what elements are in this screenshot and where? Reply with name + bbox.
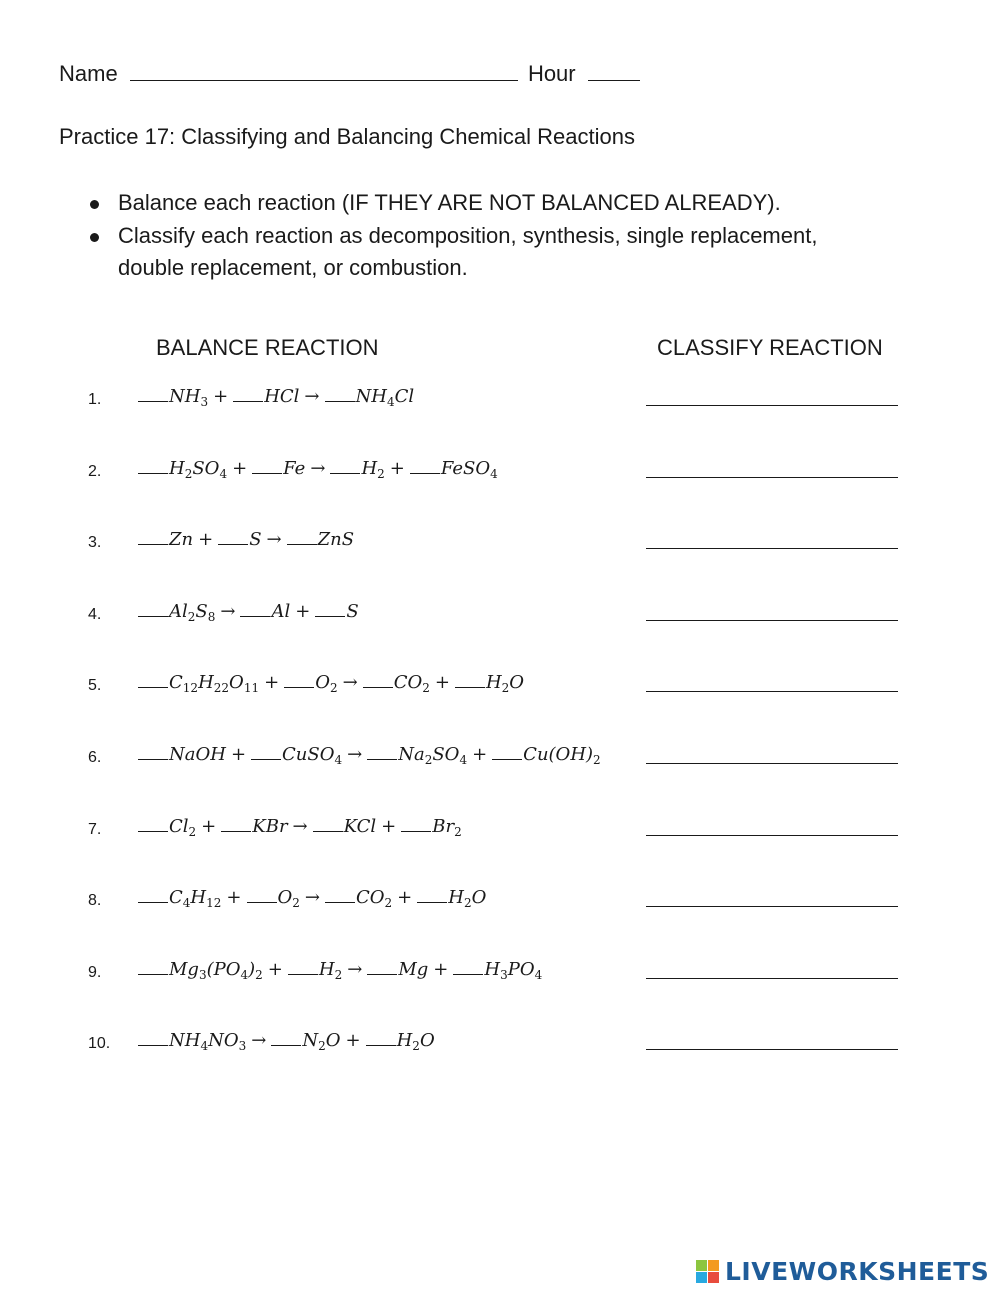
formula-text: N [302, 1030, 319, 1051]
formula-subscript: 2 [501, 681, 510, 695]
reaction-row [0, 1027, 1000, 1063]
reaction-row [0, 598, 1000, 634]
reaction-number: 10. [88, 1035, 111, 1052]
reaction-number: 8. [88, 892, 102, 909]
formula-text: ) [248, 959, 256, 980]
formula-text: (PO [206, 959, 241, 980]
formula-text: H [198, 672, 214, 693]
reaction-row [0, 526, 1000, 562]
formula-subscript: 2 [184, 467, 193, 481]
formula-text: Mg [398, 959, 429, 980]
formula-subscript: 2 [377, 467, 385, 481]
coefficient-blank[interactable] [367, 958, 397, 975]
formula-text: SO [192, 458, 220, 479]
arrow-symbol: → [304, 887, 320, 908]
formula-subscript: 2 [384, 896, 393, 910]
liveworksheets-logo [696, 1255, 989, 1287]
formula-text: Cl [394, 386, 415, 407]
formula-subscript: 4 [334, 753, 343, 767]
formula-subscript: 22 [213, 681, 230, 695]
classify-answer-field[interactable] [646, 620, 898, 621]
formula-text: Zn [169, 529, 194, 550]
plus-symbol: + [433, 959, 449, 980]
coefficient-blank[interactable] [284, 671, 314, 688]
reaction-equation [138, 743, 601, 765]
arrow-symbol: → [292, 816, 308, 837]
arrow-symbol: → [310, 458, 326, 479]
coefficient-blank[interactable] [233, 385, 263, 402]
formula-subscript: 3 [500, 968, 508, 982]
formula-subscript: 4 [386, 395, 395, 409]
formula-text: H [448, 887, 464, 908]
arrow-symbol: → [220, 601, 236, 622]
formula-text: O [277, 887, 293, 908]
coefficient-blank[interactable] [492, 743, 522, 760]
formula-text: ZnS [317, 529, 355, 550]
classify-answer-field[interactable] [646, 1049, 898, 1050]
formula-text: Mg [169, 959, 199, 980]
formula-subscript: 2 [334, 968, 343, 982]
reaction-equation [138, 385, 414, 407]
arrow-symbol: → [342, 672, 358, 693]
formula-subscript: 4 [219, 467, 228, 481]
formula-subscript: 2 [463, 896, 472, 910]
formula-text: NO [208, 1030, 239, 1051]
formula-text: NaOH [169, 744, 226, 765]
coefficient-blank[interactable] [455, 671, 485, 688]
coefficient-blank[interactable] [247, 886, 277, 903]
coefficient-blank[interactable] [288, 958, 318, 975]
formula-text: O [315, 672, 330, 693]
name-field[interactable] [130, 62, 518, 81]
coefficient-blank[interactable] [287, 528, 317, 545]
coefficient-blank[interactable] [401, 815, 431, 832]
classify-column-header: CLASSIFY REACTION [657, 335, 883, 360]
coefficient-blank[interactable] [138, 815, 168, 832]
plus-symbol: + [472, 744, 488, 765]
reaction-number: 7. [88, 821, 102, 838]
coefficient-blank[interactable] [138, 743, 168, 760]
logo-mark-icon [696, 1260, 719, 1283]
coefficient-blank[interactable] [453, 958, 483, 975]
formula-subscript: 8 [207, 610, 216, 624]
coefficient-blank[interactable] [325, 886, 355, 903]
instruction-item: Classify each reaction as decomposition, synthesis, single replacement, double replacement, or combustion. [88, 220, 888, 285]
reaction-equation [138, 1029, 435, 1051]
bullet-icon [90, 200, 99, 209]
reaction-row [0, 383, 1000, 419]
reaction-row [0, 455, 1000, 491]
plus-symbol: + [201, 816, 217, 837]
arrow-symbol: → [266, 529, 282, 550]
logo-text: LIVEWORKSHEETS [725, 1256, 990, 1286]
formula-subscript: 12 [206, 896, 222, 910]
arrow-symbol: → [304, 386, 320, 407]
formula-text: KCl [343, 816, 377, 837]
reaction-equation [138, 671, 524, 693]
name-hour-line [59, 61, 640, 87]
formula-text: O [509, 672, 525, 693]
coefficient-blank[interactable] [240, 600, 270, 617]
formula-text: H [190, 887, 207, 908]
classify-answer-field[interactable] [646, 548, 898, 549]
coefficient-blank[interactable] [138, 886, 168, 903]
reaction-number: 4. [88, 606, 102, 623]
plus-symbol: + [267, 959, 283, 980]
formula-subscript: 11 [243, 681, 260, 695]
name-label: Name [59, 61, 118, 86]
hour-label: Hour [527, 61, 576, 86]
coefficient-blank[interactable] [138, 457, 168, 474]
formula-text: Al [271, 601, 291, 622]
reaction-number: 9. [88, 964, 102, 981]
formula-text: Br [432, 816, 455, 837]
plus-symbol: + [232, 458, 248, 479]
formula-subscript: 3 [200, 395, 209, 409]
formula-subscript: 4 [534, 968, 543, 982]
formula-text: H [318, 959, 335, 980]
formula-text: NH [355, 386, 387, 407]
bullet-icon [90, 233, 99, 242]
reaction-equation [138, 886, 486, 908]
formula-text: O [471, 887, 487, 908]
formula-text: S [195, 601, 208, 622]
plus-symbol: + [345, 1030, 361, 1051]
plus-symbol: + [434, 672, 450, 693]
formula-subscript: 4 [490, 467, 498, 481]
coefficient-blank[interactable] [138, 528, 168, 545]
coefficient-blank[interactable] [325, 385, 355, 402]
arrow-symbol: → [347, 744, 363, 765]
formula-subscript: 2 [593, 753, 601, 767]
coefficient-blank[interactable] [367, 743, 397, 760]
reaction-row [0, 813, 1000, 849]
coefficient-blank[interactable] [363, 671, 393, 688]
coefficient-blank[interactable] [417, 886, 447, 903]
formula-subscript: 2 [255, 968, 263, 982]
plus-symbol: + [264, 672, 280, 693]
formula-subscript: 2 [188, 825, 197, 839]
reaction-equation [138, 457, 498, 479]
formula-text: FeSO [440, 458, 491, 479]
formula-text: CO [356, 887, 385, 908]
classify-answer-field[interactable] [646, 906, 898, 907]
formula-subscript: 12 [182, 681, 199, 695]
classify-answer-field[interactable] [646, 691, 898, 692]
balance-column-header: BALANCE REACTION [156, 335, 379, 360]
coefficient-blank[interactable] [138, 385, 168, 402]
arrow-symbol: → [347, 959, 363, 980]
formula-text: Al [169, 601, 188, 622]
coefficient-blank[interactable] [221, 815, 251, 832]
formula-subscript: 2 [422, 681, 430, 695]
formula-subscript: 2 [454, 825, 462, 839]
formula-text: H [361, 458, 378, 479]
formula-subscript: 4 [459, 753, 468, 767]
plus-symbol: + [226, 887, 242, 908]
formula-subscript: 2 [412, 1039, 420, 1053]
reaction-number: 6. [88, 749, 102, 766]
formula-text: H [485, 672, 502, 693]
hour-field[interactable] [588, 62, 640, 81]
coefficient-blank[interactable] [138, 1029, 168, 1046]
classify-answer-field[interactable] [646, 763, 898, 764]
formula-subscript: 4 [240, 968, 249, 982]
reaction-equation [138, 600, 359, 622]
formula-text: CuSO [282, 744, 335, 765]
arrow-symbol: → [251, 1030, 267, 1051]
formula-text: C [169, 672, 183, 693]
coefficient-blank[interactable] [315, 600, 345, 617]
reaction-number: 2. [88, 463, 102, 480]
formula-text: H [396, 1030, 413, 1051]
formula-text: C [169, 887, 183, 908]
formula-text: Cl [169, 816, 189, 837]
coefficient-blank[interactable] [138, 671, 168, 688]
classify-answer-field[interactable] [646, 835, 898, 836]
reaction-row [0, 669, 1000, 705]
formula-text: O [229, 672, 244, 693]
coefficient-blank[interactable] [366, 1029, 396, 1046]
formula-text: O [419, 1030, 435, 1051]
formula-text: H [484, 959, 501, 980]
classify-answer-field[interactable] [646, 978, 898, 979]
reaction-equation [138, 815, 462, 837]
formula-subscript: 3 [238, 1039, 247, 1053]
formula-subscript: 3 [198, 968, 207, 982]
plus-symbol: + [230, 744, 247, 765]
formula-subscript: 2 [292, 896, 300, 910]
formula-text: SO [432, 744, 460, 765]
formula-subscript: 2 [187, 610, 196, 624]
formula-text: HCl [264, 386, 300, 407]
classify-answer-field[interactable] [646, 477, 898, 478]
formula-subscript: 4 [182, 896, 191, 910]
coefficient-blank[interactable] [251, 743, 281, 760]
formula-text: O [325, 1030, 341, 1051]
reaction-number: 3. [88, 534, 102, 551]
reaction-number: 5. [88, 677, 102, 694]
reaction-equation [138, 958, 542, 980]
instruction-item: Balance each reaction (IF THEY ARE NOT BALANCED ALREADY). [88, 187, 888, 220]
formula-text: NH [169, 1030, 201, 1051]
plus-symbol: + [213, 386, 229, 407]
formula-text: Cu(OH) [523, 744, 594, 765]
coefficient-blank[interactable] [271, 1029, 301, 1046]
coefficient-blank[interactable] [252, 457, 282, 474]
reaction-row [0, 741, 1000, 777]
plus-symbol: + [397, 887, 413, 908]
formula-text: KBr [252, 816, 288, 837]
formula-text: CO [393, 672, 423, 693]
coefficient-blank[interactable] [138, 958, 168, 975]
formula-text: H [169, 458, 185, 479]
classify-answer-field[interactable] [646, 405, 898, 406]
formula-subscript: 2 [424, 753, 433, 767]
coefficient-blank[interactable] [410, 457, 440, 474]
plus-symbol: + [389, 458, 405, 479]
formula-text: PO [507, 959, 535, 980]
formula-text: NH [169, 386, 201, 407]
plus-symbol: + [381, 816, 397, 837]
formula-subscript: 2 [318, 1039, 326, 1053]
formula-text: S [249, 529, 262, 550]
plus-symbol: + [198, 529, 214, 550]
plus-symbol: + [295, 601, 311, 622]
formula-text: S [346, 601, 359, 622]
reaction-row [0, 956, 1000, 992]
reaction-equation [138, 528, 354, 550]
formula-subscript: 4 [200, 1039, 209, 1053]
formula-text: Na [398, 744, 425, 765]
reaction-row [0, 884, 1000, 920]
formula-text: Fe [283, 458, 306, 479]
coefficient-blank[interactable] [218, 528, 248, 545]
instructions-list [88, 187, 888, 285]
coefficient-blank[interactable] [138, 600, 168, 617]
reaction-number: 1. [88, 391, 102, 408]
coefficient-blank[interactable] [330, 457, 360, 474]
coefficient-blank[interactable] [313, 815, 343, 832]
page-title: Practice 17: Classifying and Balancing Chemical Reactions [59, 124, 635, 149]
formula-subscript: 2 [329, 681, 338, 695]
